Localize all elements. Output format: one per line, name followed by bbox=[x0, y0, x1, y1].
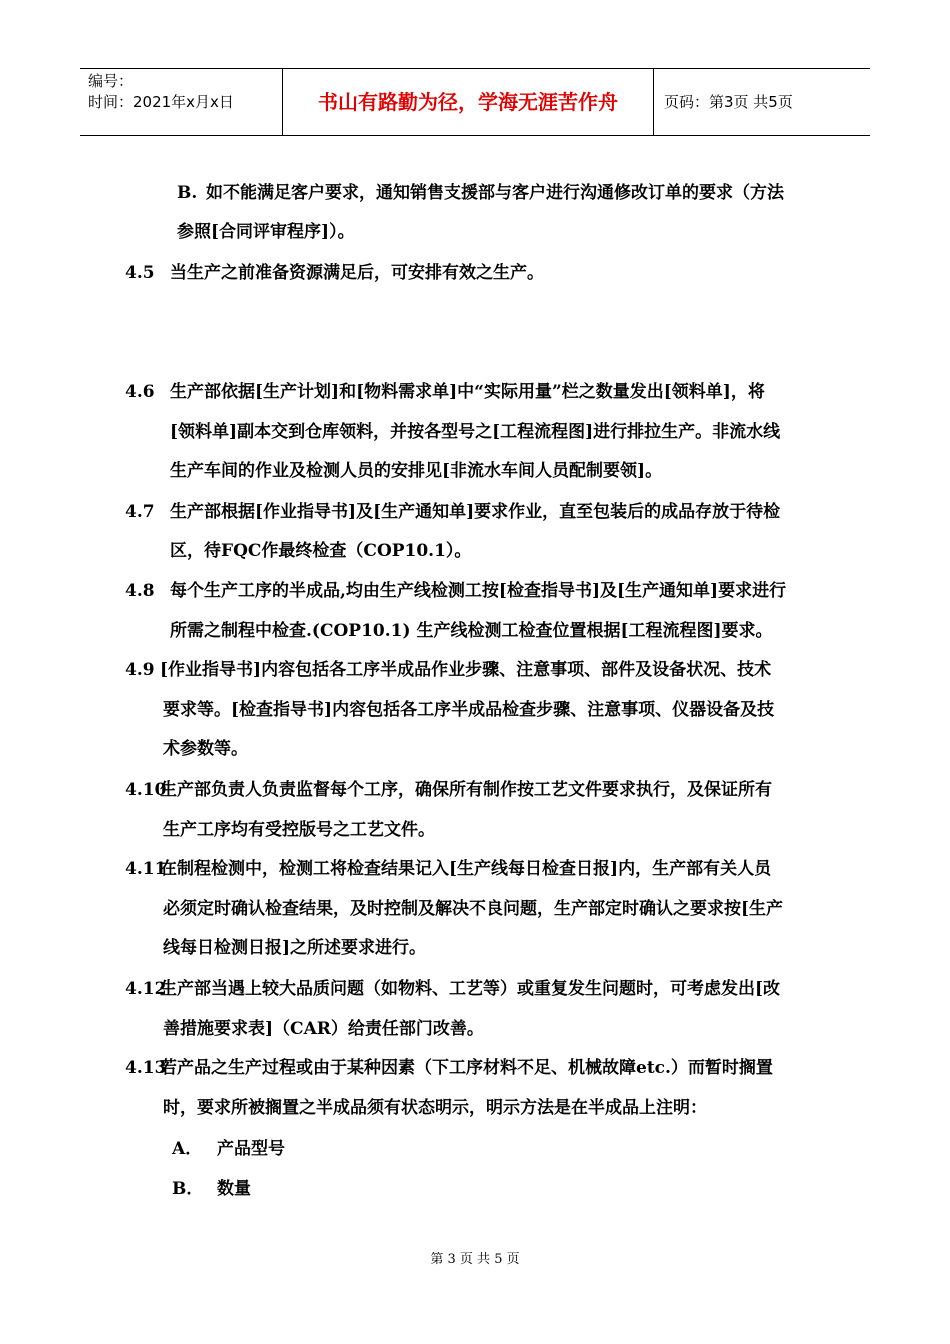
item-text-line: 善措施要求表]（CAR）给责任部门改善。 bbox=[163, 1019, 484, 1039]
item-text-line: 所需之制程中检查.(COP10.1) 生产线检测工检查位置根据[工程流程图]要求。 bbox=[170, 621, 773, 641]
header-page-label: 页码：第3页 共5页 bbox=[664, 93, 793, 111]
item-text-line: 生产车间的作业及检测人员的安排见[非流水车间人员配制要领]。 bbox=[170, 461, 663, 481]
item-text-line: 数量 bbox=[217, 1179, 251, 1199]
header-meta bbox=[80, 69, 282, 135]
page-header bbox=[80, 68, 870, 136]
item-number: 4.11 bbox=[125, 859, 167, 879]
header-slogan: 书山有路勤为径，学海无涯苦作舟 bbox=[282, 69, 654, 135]
item-text-line: 若产品之生产过程或由于某种因素（下工序材料不足、机械故障etc.）而暂时搁置 bbox=[160, 1058, 773, 1078]
item-text-line: [作业指导书]内容包括各工序半成品作业步骤、注意事项、部件及设备状况、技术 bbox=[160, 660, 772, 680]
item-text-line: 每个生产工序的半成品,均由生产线检测工按[检查指导书]及[生产通知单]要求进行 bbox=[170, 581, 787, 601]
item-text-line: 区，待FQC作最终检查（COP10.1）。 bbox=[170, 541, 472, 561]
item-number: 4.5 bbox=[125, 263, 155, 283]
item-number: 4.9 bbox=[125, 660, 155, 680]
item-number: 4.12 bbox=[125, 979, 167, 999]
item-text-line: 当生产之前准备资源满足后，可安排有效之生产。 bbox=[170, 263, 544, 283]
item-text-line: 如不能满足客户要求，通知销售支援部与客户进行沟通修改订单的要求（方法 bbox=[206, 183, 784, 203]
item-text-line: 生产部当遇上较大品质问题（如物料、工艺等）或重复发生问题时，可考虑发出[改 bbox=[160, 979, 781, 999]
item-text-line: 生产部依据[生产计划]和[物料需求单]中“实际用量”栏之数量发出[领料单]，将 bbox=[170, 382, 765, 402]
item-text-line: 在制程检测中，检测工将检查结果记入[生产线每日检查日报]内，生产部有关人员 bbox=[160, 859, 772, 879]
item-text-line: 生产部根据[作业指导书]及[生产通知单]要求作业，直至包装后的成品存放于待检 bbox=[170, 502, 781, 522]
item-number: A． bbox=[172, 1139, 203, 1159]
item-number: B． bbox=[172, 1179, 204, 1199]
item-number: 4.10 bbox=[125, 780, 167, 800]
item-text-line: 生产部负责人负责监督每个工序，确保所有制作按工艺文件要求执行，及保证所有 bbox=[160, 780, 772, 800]
item-text-line: 生产工序均有受控版号之工艺文件。 bbox=[163, 820, 435, 840]
item-number: 4.6 bbox=[125, 382, 155, 402]
item-text-line: 产品型号 bbox=[217, 1139, 285, 1159]
item-text-line: 要求等。[检查指导书]内容包括各工序半成品检查步骤、注意事项、仪器设备及技 bbox=[163, 700, 775, 720]
item-number: 4.13 bbox=[125, 1058, 167, 1078]
item-text-line: [领料单]副本交到仓库领料，并按各型号之[工程流程图]进行排拉生产。非流水线 bbox=[170, 422, 781, 442]
item-number: 4.8 bbox=[125, 581, 155, 601]
item-text-line: 必须定时确认检查结果，及时控制及解决不良问题，生产部定时确认之要求按[生产 bbox=[163, 899, 784, 919]
item-text-line: 术参数等。 bbox=[163, 739, 248, 759]
item-text-line: 线每日检测日报]之所述要求进行。 bbox=[163, 938, 427, 958]
page-footer: 第 3 页 共 5 页 bbox=[430, 1252, 520, 1267]
item-text-line: 时，要求所被搁置之半成品须有状态明示，明示方法是在半成品上注明： bbox=[163, 1098, 707, 1118]
item-number: 4.7 bbox=[125, 502, 155, 522]
item-number: B. bbox=[177, 183, 198, 203]
time-label: 时间：2021年x月x日 bbox=[88, 93, 234, 111]
item-text-line: 参照[合同评审程序]）。 bbox=[177, 222, 355, 242]
number-label: 编号： bbox=[88, 72, 134, 90]
